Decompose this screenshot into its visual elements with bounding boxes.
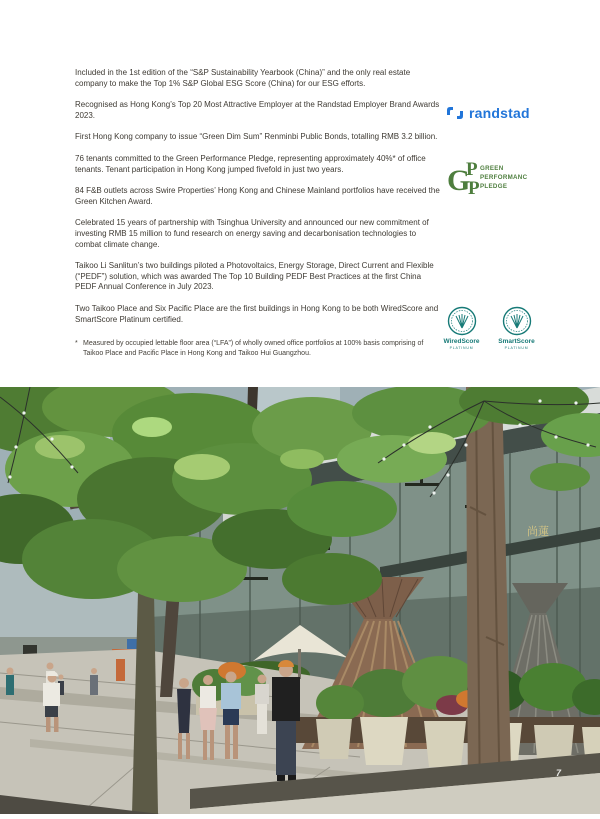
paragraph-green-kitchen: 84 F&B outlets across Swire Properties’ Hong Kong and Chinese Mainland portfolios have received the Green Kitchen Award. — [75, 186, 440, 206]
gpp-line1: GREEN — [480, 165, 504, 172]
randstad-logo — [446, 105, 530, 121]
paragraph-pedf: Taikoo Li Sanlitun’s two buildings piloted a Photovoltaics, Energy Storage, Direct Current and Flexible (“PEDF”) solution, which was awarded The Top 10 Building PEDF Best Practices at the first China PEDF Annual Conference in July 2023. — [75, 261, 434, 292]
footnote — [75, 339, 427, 358]
storefront-sign: 尚蓮 — [527, 525, 549, 538]
highlights-text-column — [75, 68, 441, 358]
gpp-logo-icon — [447, 158, 527, 198]
street-photo-illustration — [0, 387, 600, 814]
smartscore-sublabel: PLATINUM — [504, 346, 529, 350]
wiredscore-label: WiredScore — [443, 338, 480, 345]
paragraph-wiredscore: Two Taikoo Place and Six Pacific Place are the first buildings in Hong Kong to be both WiredScore and SmartScore Platinum certified. — [75, 303, 439, 324]
smartscore-badge-icon — [502, 306, 532, 336]
paragraph-green-bonds: First Hong Kong company to issue “Green Dim Sum” Renminbi Public Bonds, totalling RMB 3.2 billion. — [75, 132, 438, 142]
footnote-text: Measured by occupied lettable floor area (“LFA”) of wholly owned office portfolios at 100% basis comprising of Taikoo Place and Pacific Place in Hong Kong and Taikoo Hui Guangzhou. — [83, 340, 424, 357]
certification-badges — [438, 306, 540, 350]
gpp-line2: PERFORMANCE — [480, 174, 527, 181]
gpp-letter-p1: P — [466, 159, 478, 180]
page-number: 7 — [556, 768, 562, 778]
gpp-letter-p2: P — [468, 178, 480, 198]
randstad-wordmark: randstad — [469, 105, 530, 121]
paragraph-sp-yearbook: Included in the 1st edition of the “S&P Sustainability Yearbook (China)” and the only real estate company to make the Top 1% S&P Global ESG Score (China) for our ESG efforts. — [75, 68, 411, 88]
green-performance-pledge-logo — [447, 158, 527, 203]
wiredscore-badge — [438, 306, 485, 350]
street-photo — [0, 387, 600, 814]
wiredscore-sublabel: PLATINUM — [449, 346, 474, 350]
paragraph-randstad: Recognised as Hong Kong’s Top 20 Most Attractive Employer at the Randstad Employer Brand Awards 2023. — [75, 100, 440, 120]
gpp-line3: PLEDGE — [480, 183, 508, 190]
wiredscore-badge-icon — [447, 306, 477, 336]
smartscore-label: SmartScore — [498, 338, 535, 345]
randstad-symbol-icon — [446, 106, 464, 120]
smartscore-badge — [493, 306, 540, 350]
paragraph-gpp-tenants: 76 tenants committed to the Green Performance Pledge, representing approximately 40%* of office tenants. Tenant participation in Hong Kong jumped fivefold in just two years. — [75, 153, 426, 174]
footnote-marker: * — [75, 340, 78, 348]
paragraph-tsinghua: Celebrated 15 years of partnership with Tsinghua University and announced our new commitment of investing RMB 15 million to fund research on energy saving and decarbonisation technologies to combat climate change. — [75, 218, 429, 249]
gpp-letter-g: G — [447, 164, 471, 197]
